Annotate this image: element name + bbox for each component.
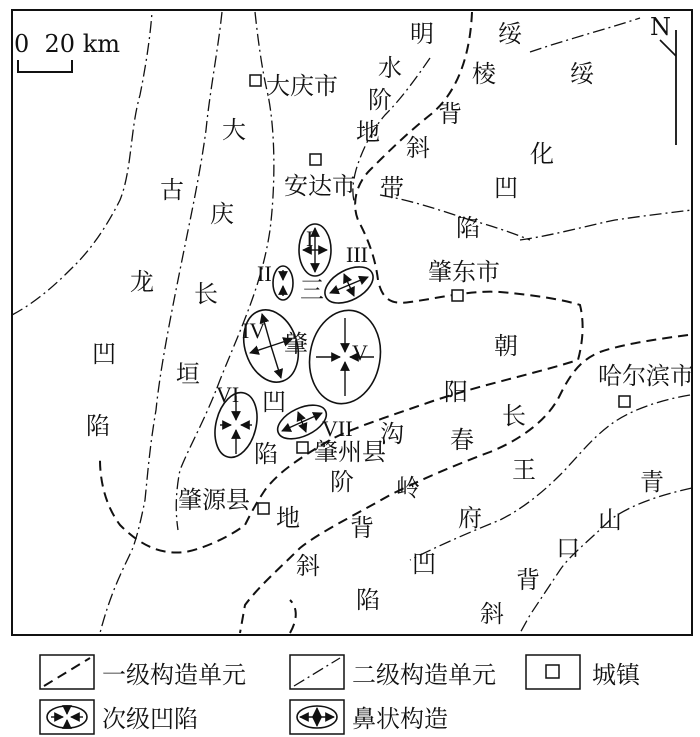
region-char: 龙	[130, 268, 154, 296]
structure-label-V: V	[352, 340, 368, 365]
region-char: 绥	[570, 60, 594, 88]
region-char: 地	[356, 118, 380, 146]
boundary-level1	[290, 600, 296, 633]
town-zhaoyuan	[178, 486, 269, 514]
town-zhaodong	[428, 258, 500, 301]
structure-label-VI: VI	[216, 382, 240, 407]
city-label-zhaodong: 肇东市	[428, 258, 500, 286]
region-char: 斜	[406, 134, 430, 162]
city-label-harbin: 哈尔滨市	[598, 362, 694, 390]
region-char: 背	[350, 514, 374, 542]
region-char: 凹	[92, 340, 116, 368]
region-char: 带	[380, 174, 404, 202]
region-char: 岭	[396, 474, 420, 502]
region-char: 朝	[494, 332, 518, 360]
legend-label: 一级构造单元	[102, 661, 246, 689]
region-char: 斜	[296, 552, 320, 580]
region-char: 庆	[210, 200, 234, 228]
region-char: 府	[458, 504, 482, 532]
legend-item-level2	[290, 655, 496, 689]
region-char: 凹	[412, 550, 436, 578]
structure-label-II: II	[257, 261, 272, 286]
region-char: 背	[438, 100, 462, 128]
city-label-zhaozhou: 肇州县	[314, 438, 386, 466]
region-char: 垣	[176, 360, 200, 388]
legend-label: 次级凹陷	[102, 705, 198, 733]
town-anda	[284, 154, 356, 200]
structure-label-III: III	[346, 242, 368, 267]
region-char: 王	[512, 456, 536, 484]
region-char: 长	[502, 402, 526, 430]
region-char: 陷	[356, 586, 380, 614]
region-char: 肇	[284, 330, 308, 358]
region-char: 山	[598, 506, 622, 534]
region-char: 大	[222, 116, 246, 144]
legend-label: 二级构造单元	[352, 661, 496, 689]
region-char: 阶	[330, 468, 354, 496]
region-char: 陷	[86, 412, 110, 440]
region-gulong	[86, 176, 184, 440]
town-harbin	[598, 362, 694, 407]
region-mingshui	[356, 20, 434, 202]
structure-I	[299, 224, 331, 276]
region-char: 地	[276, 504, 300, 532]
scale-bar-label: 0 20 km	[14, 30, 120, 58]
north-label: N	[650, 13, 671, 41]
city-label-anda: 安达市	[284, 172, 356, 200]
region-char: 棱	[472, 60, 496, 88]
region-char: 春	[450, 426, 474, 454]
region-char: 沟	[380, 420, 404, 448]
region-char: 青	[640, 468, 664, 496]
region-char: 口	[556, 534, 580, 562]
legend-item-subsag	[40, 700, 198, 734]
region-char: 斜	[480, 600, 504, 628]
structure-label-IV: IV	[242, 318, 266, 343]
structure-V	[302, 305, 387, 410]
structure-label-VII: VII	[322, 416, 353, 441]
region-char: 绥	[498, 20, 522, 48]
scale-bar	[14, 30, 120, 72]
region-char: 背	[516, 566, 540, 594]
region-char: 阳	[444, 378, 468, 406]
region-char: 阶	[368, 86, 392, 114]
region-char: 长	[194, 280, 218, 308]
city-label-daqing: 大庆市	[266, 72, 338, 100]
town-daqing	[250, 72, 338, 100]
north-arrow	[650, 13, 676, 145]
region-char: 陷	[456, 214, 480, 242]
legend-label: 鼻状构造	[352, 705, 448, 733]
region-char: 水	[378, 54, 402, 82]
region-char: 三	[300, 276, 324, 304]
structure-III	[319, 242, 379, 310]
boundary-level2	[530, 18, 640, 52]
region-char: 凹	[494, 174, 518, 202]
city-label-zhaoyuan: 肇源县	[178, 486, 250, 514]
region-char: 古	[160, 176, 184, 204]
legend-item-nose	[290, 700, 448, 734]
structure-label-I: I	[306, 226, 314, 251]
legend	[40, 655, 642, 734]
legend-label: 城镇	[592, 661, 640, 689]
region-char: 凹	[262, 388, 286, 416]
region-wangfu	[356, 456, 536, 614]
structure-II	[257, 261, 293, 300]
boundary-level2	[100, 12, 222, 633]
legend-item-town	[526, 655, 642, 689]
boundary-level2	[520, 210, 692, 240]
legend-item-level1	[40, 655, 246, 689]
region-daqingchangyuan	[176, 116, 246, 388]
region-char: 陷	[254, 440, 278, 468]
region-char: 明	[410, 20, 434, 48]
region-char: 化	[530, 140, 554, 168]
region-qingshan	[480, 468, 664, 628]
